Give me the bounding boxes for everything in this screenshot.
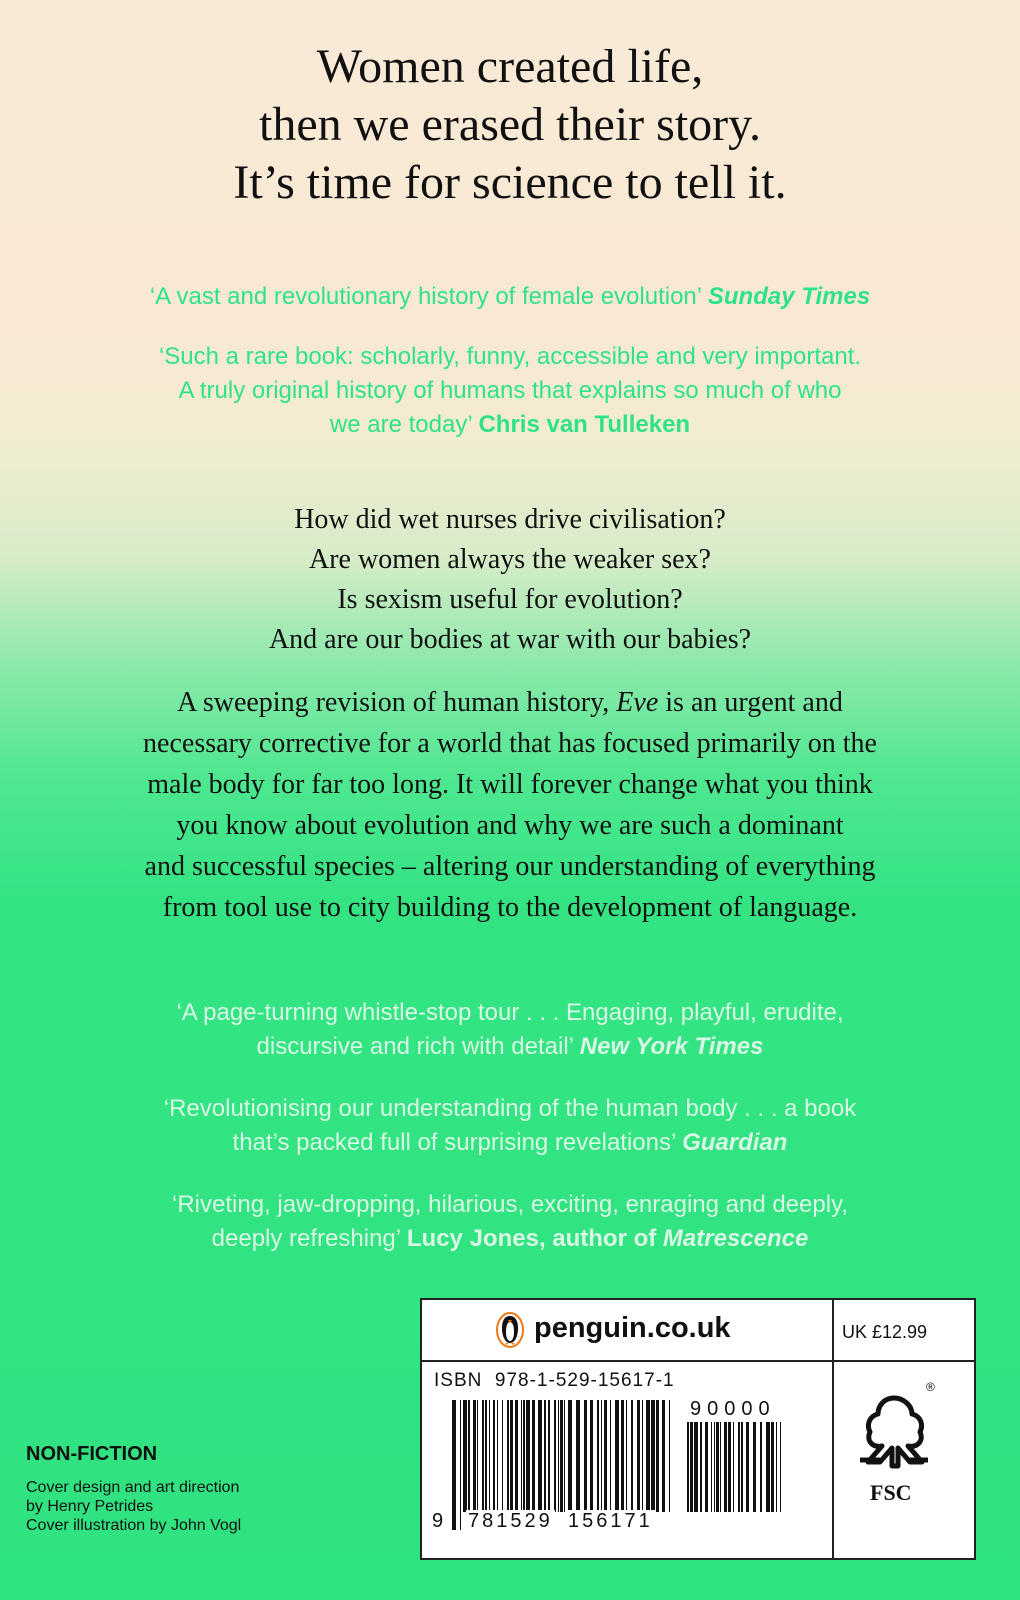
barcode-bar [776, 1422, 777, 1512]
barcode-bar [507, 1400, 509, 1512]
review-quote-guardian [0, 1092, 1020, 1160]
genre-label: NON-FICTION [26, 1443, 158, 1465]
barcode-bar [477, 1400, 478, 1512]
quote-source-title: Matrescence [662, 1225, 809, 1252]
fsc-label: FSC [870, 1480, 912, 1505]
barcode-bar [463, 1400, 467, 1512]
isbn: ISBN 978-1-529-15617-1 [434, 1370, 675, 1391]
headline-line: Women created life, [316, 40, 704, 93]
divider [832, 1300, 834, 1360]
barcode-digit: 9 [432, 1510, 444, 1532]
quote-line: discursive and rich with detail’ [256, 1033, 574, 1060]
barcode-bar [700, 1422, 702, 1512]
question-line: Is sexism useful for evolution? [337, 584, 683, 615]
barcode-bar [497, 1400, 498, 1512]
divider [422, 1360, 832, 1362]
blurb-line: necessary corrective for a world that has focused primarily on the [143, 728, 877, 759]
book-title: Eve [616, 687, 659, 718]
quote-line: that’s packed full of surprising revelations’ [232, 1129, 676, 1156]
barcode-bar [728, 1422, 731, 1512]
divider [832, 1360, 974, 1362]
quote-source: Guardian [682, 1129, 788, 1156]
review-quote-van-tulleken [0, 340, 1020, 442]
barcode-bar [532, 1400, 535, 1512]
barcode-bar [662, 1400, 665, 1512]
barcode-bar [473, 1400, 476, 1512]
barcode-bar [711, 1422, 712, 1512]
barcode-bar [452, 1400, 456, 1530]
barcode-bar [637, 1400, 640, 1512]
addon-digits: 90000 [690, 1398, 776, 1420]
blurb-line: and successful species – altering our understanding of everything [144, 851, 876, 882]
review-quote-lucy-jones [0, 1188, 1020, 1256]
quote-source: Chris van Tulleken [478, 411, 691, 438]
barcode-bar [646, 1400, 650, 1512]
barcode-bar [714, 1422, 715, 1512]
barcode-bar [760, 1422, 762, 1512]
barcode-bar [746, 1422, 749, 1512]
blurb [0, 682, 1020, 928]
quote-line: ‘Revolutionising our understanding of the human body . . . a book [163, 1095, 857, 1122]
barcode-digits: 156171 [568, 1510, 653, 1532]
barcode-addon [687, 1422, 787, 1530]
barcode-bar [597, 1400, 599, 1512]
questions [0, 500, 1020, 660]
quote-source: New York Times [579, 1033, 764, 1060]
question-line: Are women always the weaker sex? [309, 544, 711, 575]
barcode-bar [601, 1400, 602, 1512]
barcode-bar [510, 1400, 513, 1512]
barcode-bar [468, 1400, 470, 1512]
barcode-bar [576, 1400, 580, 1512]
barcode-bar [482, 1400, 484, 1512]
blurb-line: from tool use to city building to the development of language. [162, 892, 858, 923]
credit-line: by Henry Petrides [26, 1498, 154, 1515]
barcode-bar [741, 1422, 743, 1512]
barcode-bar [690, 1422, 693, 1512]
barcode-bar [687, 1422, 689, 1512]
blurb-line: male body for far too long. It will forever change what you think [147, 769, 873, 800]
barcode-bar [669, 1400, 670, 1512]
barcode-bar [720, 1422, 721, 1512]
review-quote-nyt [0, 996, 1020, 1064]
quote-line: A truly original history of humans that explains so much of who [178, 377, 842, 404]
barcode-bar [560, 1400, 563, 1512]
penguin-logo-icon [496, 1312, 524, 1348]
quote-text: ‘A vast and revolutionary history of female evolution’ [149, 283, 702, 310]
barcode-bar [538, 1400, 542, 1512]
barcode-bar [558, 1400, 559, 1512]
question-line: How did wet nurses drive civilisation? [294, 504, 726, 535]
quote-line: deeply refreshing’ [211, 1225, 401, 1252]
barcode-bar [766, 1422, 770, 1512]
review-quote-sunday-times [0, 280, 1020, 314]
barcode-bar [502, 1400, 503, 1512]
barcode-bar [485, 1400, 487, 1512]
barcode-bar [523, 1400, 525, 1512]
headline-line: It’s time for science to tell it. [233, 156, 787, 209]
credit-line: Cover design and art direction [26, 1479, 240, 1496]
fsc-tree-icon [854, 1386, 934, 1476]
barcode-bar [604, 1400, 607, 1512]
barcode-bar [642, 1400, 643, 1512]
price: UK £12.99 [842, 1322, 928, 1342]
barcode-bar [738, 1422, 740, 1512]
barcode-bar [621, 1400, 624, 1512]
barcode-bar [733, 1422, 734, 1512]
quote-line: ‘Riveting, jaw-dropping, hilarious, exciting, enraging and deeply, [172, 1191, 848, 1218]
credit-line: Cover illustration by John Vogl [26, 1517, 242, 1534]
headline [0, 38, 1020, 212]
headline-line: then we erased their story. [258, 98, 762, 151]
barcode-bar [626, 1400, 627, 1512]
barcode-bar [771, 1422, 774, 1512]
quote-line: ‘Such a rare book: scholarly, funny, accessible and very important. [158, 343, 862, 370]
quote-line: ‘A page-turning whistle-stop tour . . . Engaging, playful, erudite, [176, 999, 844, 1026]
barcode-bar [489, 1400, 490, 1512]
barcode-panel [420, 1298, 976, 1560]
cover-credits [26, 1478, 241, 1535]
barcode-bar [651, 1400, 655, 1512]
barcode-bar [780, 1422, 781, 1512]
barcode-bar [493, 1400, 495, 1512]
barcode-bar [656, 1400, 659, 1512]
barcode-bar [515, 1400, 518, 1512]
barcode-bar [526, 1400, 530, 1512]
barcode-bar [564, 1400, 565, 1512]
barcode-digits: 781529 [468, 1510, 553, 1532]
barcode-bar [544, 1400, 546, 1512]
barcode-bar [694, 1422, 698, 1512]
blurb-text: A sweeping revision of human history, [177, 687, 617, 718]
barcode-bar [753, 1422, 756, 1512]
barcode-bar [705, 1422, 708, 1512]
divider [832, 1360, 834, 1558]
quote-source: Lucy Jones, author of [406, 1225, 663, 1252]
publisher-website: penguin.co.uk [534, 1312, 731, 1344]
barcode-bar [631, 1400, 633, 1512]
barcode-bar [568, 1400, 572, 1512]
barcode-bar [548, 1400, 550, 1512]
barcode-bar [460, 1400, 461, 1530]
quote-source: Sunday Times [707, 283, 871, 310]
barcode-bar [716, 1422, 719, 1512]
quote-line: we are today’ [329, 411, 472, 438]
blurb-line: you know about evolution and why we are such a dominant [176, 810, 844, 841]
barcode-bar [610, 1400, 611, 1512]
barcode-bar [554, 1400, 556, 1512]
barcode-bar [724, 1422, 727, 1512]
barcode-bar [521, 1400, 522, 1512]
barcode-bar [615, 1400, 619, 1512]
fsc-registered-mark: ® [926, 1380, 935, 1394]
question-line: And are our bodies at war with our babies? [268, 624, 752, 655]
blurb-text: is an urgent and [658, 687, 843, 718]
